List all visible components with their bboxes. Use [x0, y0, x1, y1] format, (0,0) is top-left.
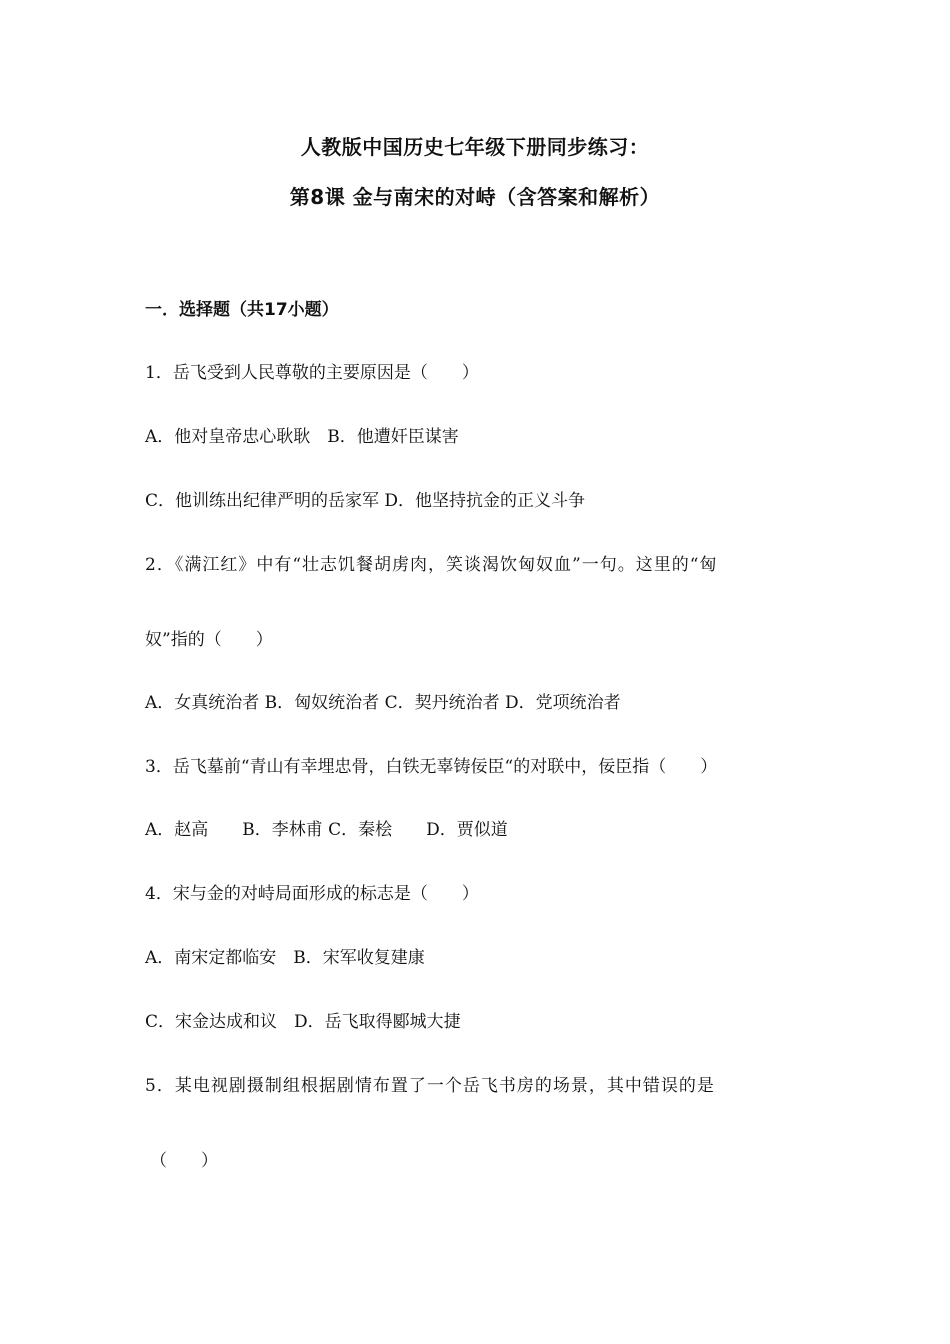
- question-2-stem-continued: 奴”指的（ ）: [145, 630, 273, 650]
- document-subtitle: 第8课 金与南宋的对峙（含答案和解析）: [289, 185, 661, 209]
- question-5-stem: 5．某电视剧摄制组根据剧情布置了一个岳飞书房的场景，其中错误的是: [145, 1076, 715, 1096]
- question-1-options-row-2: C．他训练出纪律严明的岳家军 D．他坚持抗金的正义斗争: [145, 491, 586, 511]
- question-5-stem-continued: （ ）: [150, 1151, 218, 1171]
- question-2-stem: 2．《满江红》中有“壮志饥餐胡虏肉，笑谈渴饮匈奴血”一句。这里的“匈: [145, 555, 718, 575]
- question-3-options: A．赵高 B．李林甫 C．秦桧 D．贾似道: [145, 820, 508, 840]
- question-1-options-row-1: A．他对皇帝忠心耿耿 B．他遭奸臣谋害: [145, 427, 459, 447]
- question-4-stem: 4．宋与金的对峙局面形成的标志是（ ）: [145, 884, 479, 904]
- question-1-stem: 1．岳飞受到人民尊敬的主要原因是（ ）: [145, 363, 479, 383]
- question-2-options: A．女真统治者 B．匈奴统治者 C．契丹统治者 D．党项统治者: [145, 693, 621, 713]
- document-title: 人教版中国历史七年级下册同步练习：: [300, 135, 650, 159]
- section-heading: 一．选择题（共17小题）: [145, 300, 339, 320]
- question-3-stem: 3．岳飞墓前“青山有幸埋忠骨，白铁无辜铸佞臣“的对联中，佞臣指（ ）: [145, 757, 718, 777]
- question-4-options-row-2: C．宋金达成和议 D．岳飞取得郾城大捷: [145, 1012, 461, 1032]
- question-4-options-row-1: A．南宋定都临安 B．宋军收复建康: [145, 948, 425, 968]
